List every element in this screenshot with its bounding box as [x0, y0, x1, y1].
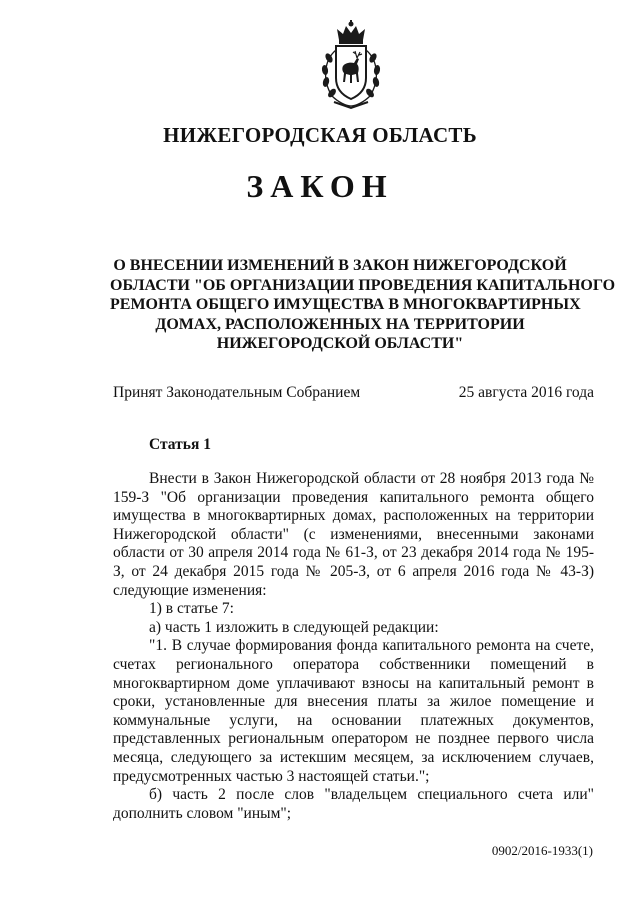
law-subject-line: О ВНЕСЕНИИ ИЗМЕНЕНИЙ В ЗАКОН НИЖЕГОРОДСКОЙ [113, 257, 567, 274]
article-paragraph: 1) в статье 7: [149, 600, 234, 618]
law-subject-heading [110, 256, 616, 354]
adoption-date: 25 августа 2016 года [458, 384, 594, 401]
law-subject-line: НИЖЕГОРОДСКОЙ ОБЛАСТИ" [216, 335, 464, 352]
adopted-by-text: Принят Законодательным Собранием [113, 384, 361, 401]
article-paragraph: Внести в Закон Нижегородской области от 28 ноября 2013 года № 159-З "Об организации проведения капитального ремонта общего имущества в многоквартирных домах, расположенных на территории Нижегородской области" (с изменениями, внесенными законами области от 30 апреля 2014 года № 61-З, от 23 декабря 2014 года № 195-З, от 24 декабря 2015 года № 205-З, от 6 апреля 2016 года № 43-З) следующие изменения: [113, 470, 594, 599]
article-heading: Статья 1 [149, 436, 211, 453]
document-type-title: ЗАКОН [246, 168, 394, 204]
article-paragraph: б) часть 2 после слов "владельцем специального счета или" дополнить словом "иным"; [113, 786, 594, 822]
article-paragraph: а) часть 1 изложить в следующей редакции: [149, 618, 439, 636]
article-body [113, 470, 594, 823]
law-subject-line: РЕМОНТА ОБЩЕГО ИМУЩЕСТВА В МНОГОКВАРТИРНЫХ [110, 296, 581, 313]
law-subject-line: ОБЛАСТИ "ОБ ОРГАНИЗАЦИИ ПРОВЕДЕНИЯ КАПИТАЛЬНОГО [110, 276, 616, 294]
document-registration-code: 0902/2016-1933(1) [491, 843, 593, 858]
region-title: НИЖЕГОРОДСКАЯ ОБЛАСТЬ [163, 123, 477, 147]
coat-of-arms-icon [316, 20, 386, 110]
article-paragraph: "1. В случае формирования фонда капитального ремонта на счете, счетах регионального оператора собственники помещений в многоквартирном доме уплачивают взносы на капитальный ремонт в сроки, установленные для внесения платы за жилое помещение и коммунальные услуги, на основании платежных документов, представленных региональным оператором не позднее первого числа месяца, следующего за истекшим месяцем, за исключением случаев, предусмотренных частью 3 настоящей статьи."; [113, 637, 594, 785]
adoption-row [113, 384, 594, 402]
law-subject-line: ДОМАХ, РАСПОЛОЖЕННЫХ НА ТЕРРИТОРИИ [155, 315, 525, 333]
